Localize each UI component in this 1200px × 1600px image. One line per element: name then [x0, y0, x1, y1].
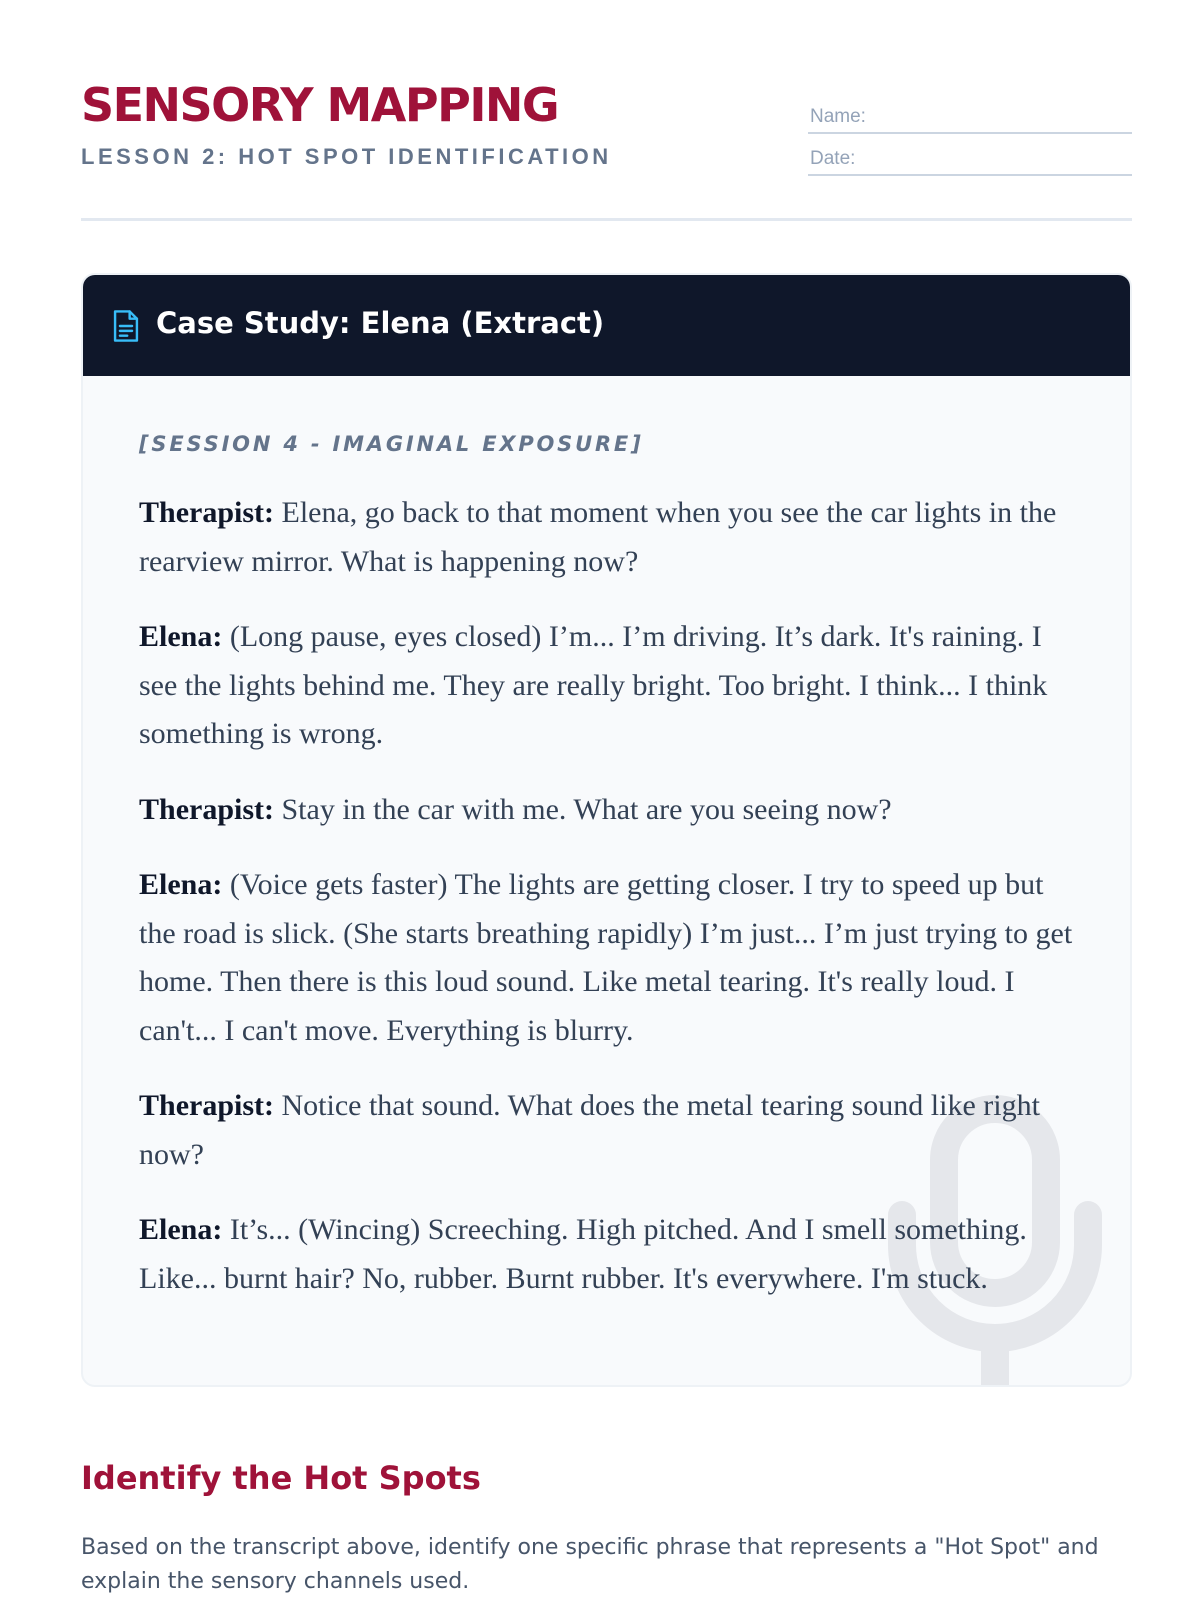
transcript-line — [139, 613, 1074, 759]
transcript-line — [139, 1082, 1074, 1179]
case-study-header — [83, 275, 1130, 376]
transcript-line — [139, 489, 1074, 586]
worksheet-page — [81, 0, 1132, 1594]
lesson-subtitle: LESSON 2: HOT SPOT IDENTIFICATION — [81, 144, 612, 169]
transcript-line — [139, 786, 1074, 835]
date-label: Date: — [810, 148, 856, 169]
transcript-text: (Voice gets faster) The lights are getting closer. I try to speed up but the road is slick. (She starts breathing rapidly) I’m just... I’m just trying to get home. Then there is this loud sound. Like metal tearing. It's really loud. I can't... I can't move. Everything is blurry. — [139, 868, 1073, 1047]
session-label: [SESSION 4 - IMAGINAL EXPOSURE] — [139, 432, 644, 456]
speaker-label: Therapist: — [139, 792, 274, 826]
worksheet-header — [81, 0, 1132, 221]
document-icon — [111, 309, 141, 343]
name-label: Name: — [810, 106, 866, 127]
transcript — [83, 376, 1130, 1303]
transcript-line — [139, 1206, 1074, 1303]
case-study-title: Case Study: Elena (Extract) — [156, 306, 605, 340]
transcript-text: It’s... (Wincing) Screeching. High pitched. And I smell something. Like... burnt hair? No, rubber. Burnt rubber. It's everywhere. I'm stuck. — [139, 1213, 1027, 1295]
date-field[interactable] — [808, 146, 1132, 176]
speaker-label: Elena: — [139, 1213, 223, 1246]
speaker-label: Elena: — [139, 868, 223, 901]
speaker-label: Therapist: — [139, 496, 274, 529]
transcript-text: Stay in the car with me. What are you seeing now? — [274, 792, 892, 826]
hot-spots-instructions: Based on the transcript above, identify one specific phrase that represents a "Hot Spot" and explain the sensory channels used. — [81, 1535, 1099, 1594]
name-field[interactable] — [808, 104, 1132, 134]
transcript-text: Notice that sound. What does the metal tearing sound like right now? — [139, 1089, 1040, 1171]
hot-spots-title: Identify the Hot Spots — [81, 1459, 481, 1497]
student-info — [808, 104, 1132, 188]
page-title: SENSORY MAPPING — [81, 78, 559, 132]
transcript-text: (Long pause, eyes closed) I’m... I’m driving. It’s dark. It's raining. I see the lights behind me. They are really bright. Too bright. I think... I think something is wrong. — [139, 620, 1048, 750]
speaker-label: Elena: — [139, 620, 223, 653]
case-study-card — [81, 273, 1132, 1387]
speaker-label: Therapist: — [139, 1089, 274, 1122]
transcript-line — [139, 861, 1074, 1055]
transcript-text: Elena, go back to that moment when you see the car lights in the rearview mirror. What is happening now? — [139, 496, 1057, 578]
